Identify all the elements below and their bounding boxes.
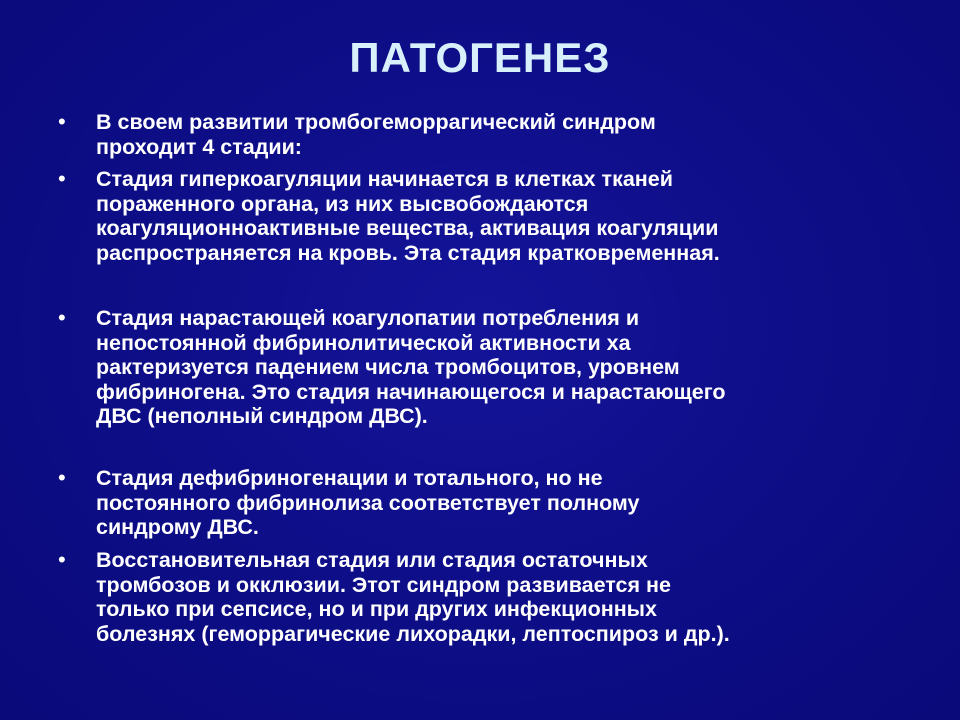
bullet-text: Восстановительная стадия или стадия остаточных тромбозов и окклюзии. Этот синдром развивается не только при сепсисе, но и при других инфекционных болезнях (геморрагические лихорадки, лептоспироз и др.). — [96, 548, 730, 646]
bullet-text: Стадия дефибриногенации и тотального, но не постоянного фибринолиза соответствует полному синдрому ДВС. — [96, 466, 640, 539]
bullet-text: В своем развитии тромбогеморрагический синдром проходит 4 стадии: — [96, 110, 656, 159]
bullet-text: Стадия гиперкоагуляции начинается в клетках тканей пораженного органа, из них высвобождаются коагуляционноактивные вещества, активация коагуляции распространяется на кровь. Эта стадия кратковременная. — [96, 167, 720, 265]
bullet-text: Стадия нарастающей коагулопатии потребления и непостоянной фибринолитической активности ха рактеризуется падением числа тромбоцитов, уровнем фибриногена. Это стадия начинающегося и нарастающего ДВС (неполный синдром ДВС). — [96, 306, 726, 428]
bullet-dot-icon: • — [58, 109, 66, 134]
bullet-dot-icon: • — [58, 465, 66, 490]
bullet-dot-icon: • — [58, 547, 66, 572]
bullet-dot-icon: • — [58, 166, 66, 191]
bullet-dot-icon: • — [58, 305, 66, 330]
slide-title: ПАТОГЕНЕЗ — [349, 34, 611, 81]
